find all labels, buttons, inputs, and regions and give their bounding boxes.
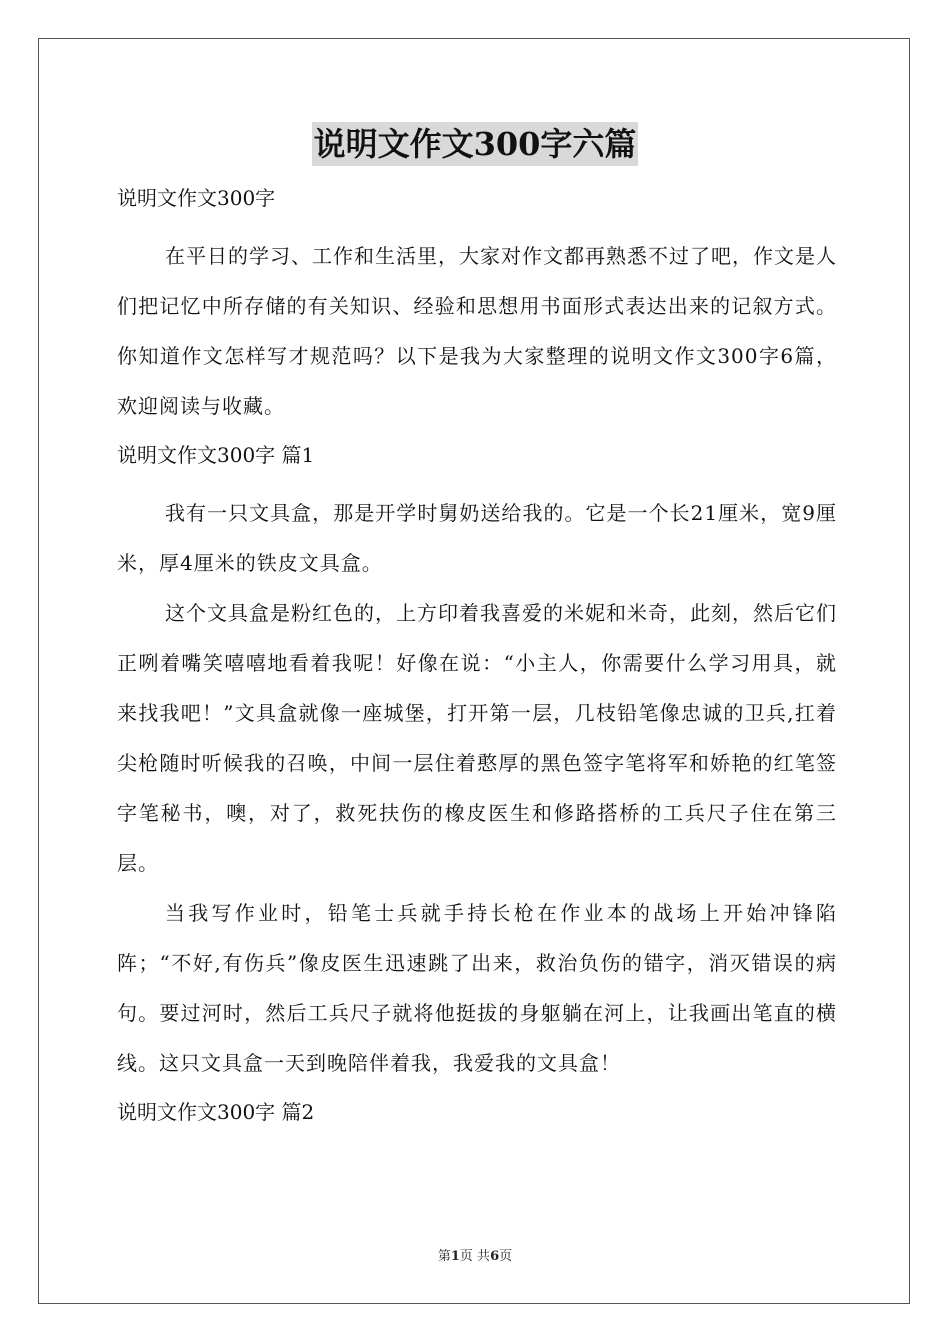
footer-text: 第 — [437, 1249, 451, 1264]
paragraph: 我有一只文具盒，那是开学时舅奶送给我的。它是一个长21厘米，宽9厘米，厚4厘米的铁皮文具盒。 — [117, 501, 837, 575]
footer-text: 页 共 — [459, 1249, 491, 1264]
paragraph: 在平日的学习、工作和生活里，大家对作文都再熟悉不过了吧，作文是人们把记忆中所存储的有关知识、经验和思想用书面形式表达出来的记叙方式。你知道作文怎样写才规范吗？以下是我为大家整理的说明文作文300字6篇，欢迎阅读与收藏。 — [117, 244, 837, 418]
page-total-number: 6 — [490, 1249, 500, 1264]
paragraph: 这个文具盒是粉红色的，上方印着我喜爱的米妮和米奇，此刻，然后它们正咧着嘴笑嘻嘻地看着我呢！好像在说：“小主人，你需要什么学习用具，就来找我吧！”文具盒就像一座城堡，打开第一层，几枝铅笔像忠诚的卫兵,扛着尖枪随时听候我的召唤，中间一层住着憨厚的黑色签字笔将军和娇艳的红笔签字笔秘书，噢，对了，救死扶伤的橡皮医生和修路搭桥的工兵尺子住在第三层。 — [117, 601, 837, 875]
footer-text: 页 — [499, 1249, 513, 1264]
page-footer — [0, 1248, 950, 1266]
paragraph: 当我写作业时，铅笔士兵就手持长枪在作业本的战场上开始冲锋陷阵；“不好,有伤兵”像皮医生迅速跳了出来，救治负伤的错字，消灭错误的病句。要过河时，然后工兵尺子就将他挺拔的身躯躺在河上，让我画出笔直的横线。这只文具盒一天到晚陪伴着我，我爱我的文具盒！ — [117, 901, 837, 1075]
document-body — [117, 178, 837, 1145]
section-heading: 说明文作文300字 — [117, 186, 276, 210]
document-title: 说明文作文300字六篇 — [312, 122, 639, 166]
page-current-number: 1 — [450, 1249, 460, 1264]
section-heading: 说明文作文300字 篇2 — [117, 1100, 315, 1124]
section-heading: 说明文作文300字 篇1 — [117, 443, 315, 467]
title-container — [0, 122, 950, 166]
